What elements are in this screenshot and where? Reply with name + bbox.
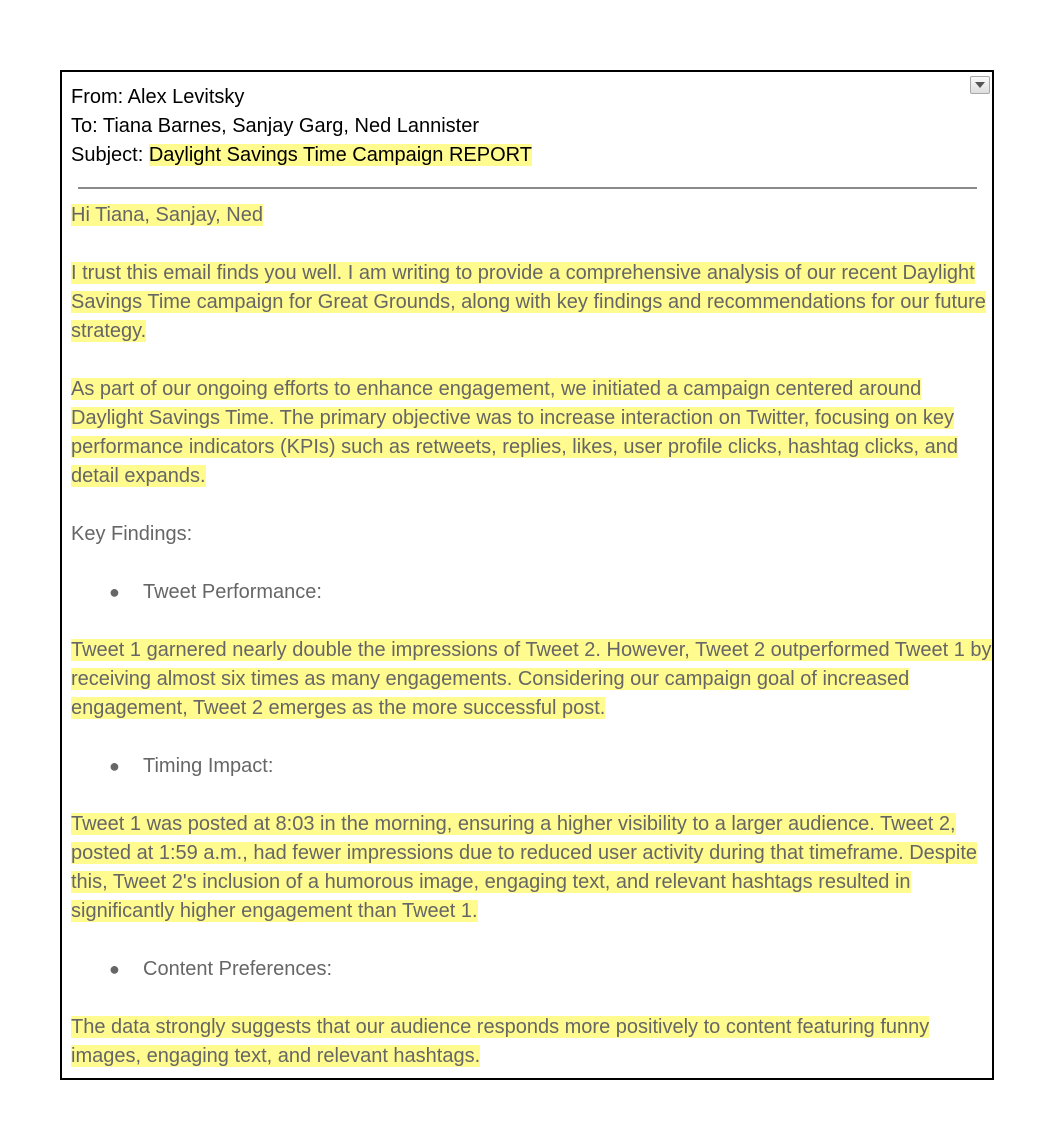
intro-paragraph-text: I trust this email finds you well. I am writing to provide a comprehensive analysis of our recent Daylight Savings Time campaign for Great Grounds, along with key findings and recommendations for our future strategy. bbox=[71, 262, 986, 342]
finding-paragraph-text: Tweet 1 was posted at 8:03 in the morning, ensuring a higher visibility to a larger audience. Tweet 2, posted at 1:59 a.m., had fewer impressions due to reduced user activity during that timeframe. Despite this, Tweet 2's inclusion of a humorous image, engaging text, and relevant hashtags resulted in significantly higher engagement than Tweet 1. bbox=[71, 813, 978, 922]
bullet-dot-icon: ● bbox=[109, 756, 120, 776]
bullet-dot-icon: ● bbox=[109, 959, 120, 979]
chevron-down-icon bbox=[975, 82, 985, 88]
finding-heading-3 bbox=[71, 955, 992, 984]
from-value: Alex Levitsky bbox=[127, 86, 245, 108]
subject-line bbox=[71, 141, 992, 170]
to-line bbox=[71, 112, 992, 141]
subject-label: Subject: bbox=[71, 144, 144, 166]
to-label: To: bbox=[71, 115, 98, 137]
bullet-dot-icon: ● bbox=[109, 582, 120, 602]
subject-value: Daylight Savings Time Campaign REPORT bbox=[148, 144, 532, 166]
finding-heading-1 bbox=[71, 578, 992, 607]
finding-paragraph-text: Tweet 1 garnered nearly double the impressions of Tweet 2. However, Tweet 2 outperformed Tweet 1 by receiving almost six times as many engagements. Considering our campaign goal of increased engagement, Tweet 2 emerges as the more successful post. bbox=[71, 639, 992, 719]
from-label: From: bbox=[71, 86, 124, 108]
finding-paragraph-3 bbox=[71, 1013, 992, 1071]
finding-heading-text: Content Preferences: bbox=[143, 958, 332, 980]
finding-heading-2 bbox=[71, 752, 992, 781]
objective-paragraph-text: As part of our ongoing efforts to enhance engagement, we initiated a campaign centered around Daylight Savings Time. The primary objective was to increase interaction on Twitter, focusing on key performance indicators (KPIs) such as retweets, replies, likes, user profile clicks, hashtag clicks, and detail expands. bbox=[71, 378, 959, 487]
objective-paragraph bbox=[71, 375, 992, 491]
email-content bbox=[62, 72, 992, 1071]
email-frame bbox=[60, 70, 994, 1080]
key-findings-heading: Key Findings: bbox=[71, 523, 193, 545]
finding-paragraph-2 bbox=[71, 810, 992, 926]
greeting-text: Hi Tiana, Sanjay, Ned bbox=[71, 204, 263, 226]
from-line bbox=[71, 83, 992, 112]
intro-paragraph bbox=[71, 259, 992, 346]
finding-heading-text: Timing Impact: bbox=[143, 755, 274, 777]
finding-paragraph-1 bbox=[71, 636, 992, 723]
finding-heading-text: Tweet Performance: bbox=[143, 581, 322, 603]
finding-paragraph-text: The data strongly suggests that our audience responds more positively to content featuring funny images, engaging text, and relevant hashtags. bbox=[71, 1016, 930, 1067]
to-value: Tiana Barnes, Sanjay Garg, Ned Lannister bbox=[102, 115, 480, 137]
header-divider bbox=[78, 187, 977, 189]
dropdown-button[interactable] bbox=[970, 76, 990, 94]
greeting bbox=[71, 201, 992, 230]
